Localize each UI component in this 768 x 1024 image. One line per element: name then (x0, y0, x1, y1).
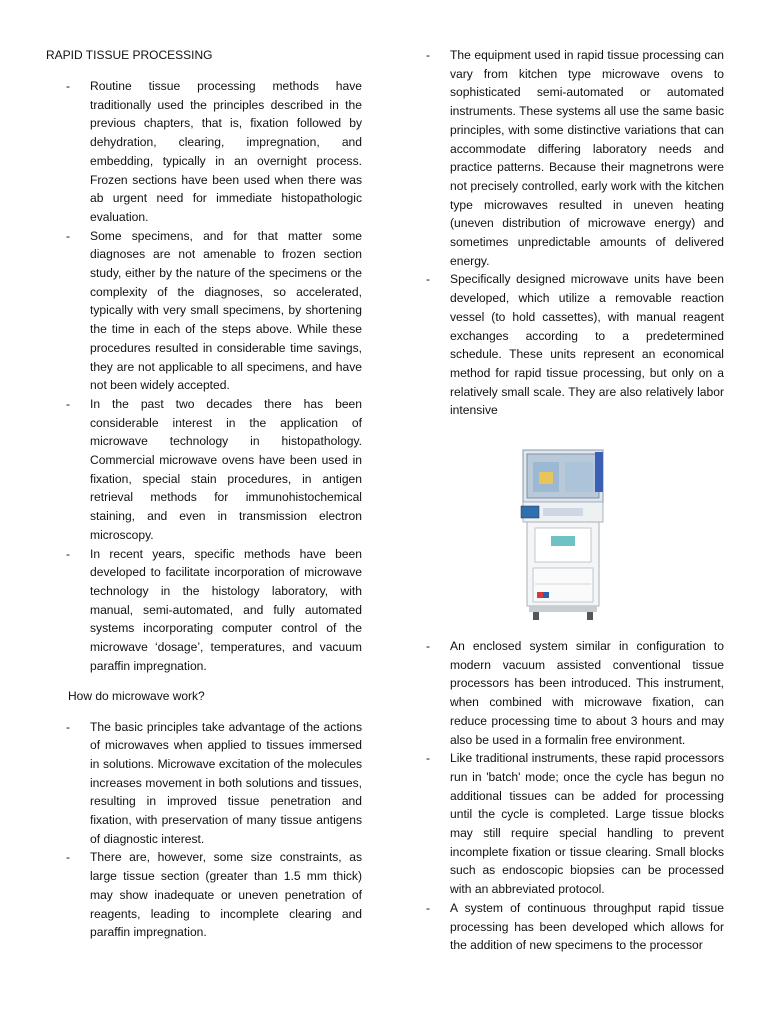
right-column-lower (426, 637, 724, 955)
list-item: - Specifically designed microwave units have been developed, which utilize a removable reaction vessel (to hold cassettes), with manual reagent exchanges according to a predetermined schedule. These units represent an economical method for rapid tissue processing, but only on a relatively small scale. They are also relatively labor intensive (426, 272, 724, 418)
right-column (426, 46, 724, 420)
microwave-bullet-list (46, 718, 362, 942)
list-item: - There are, however, some size constraints, as large tissue section (greater than 1.5 mm thick) may show inadequate or uneven penetration of reagents, leading to incomplete clearing and paraffin impregnation. (66, 850, 362, 940)
page-title: RAPID TISSUE PROCESSING (46, 48, 213, 62)
list-item: - A system of continuous throughput rapid tissue processing has been developed which allows for the addition of new specimens to the processor (426, 900, 724, 953)
list-item: - The basic principles take advantage of the actions of microwaves when applied to tissues immersed in solutions. Microwave excitation of the molecules increases movement in both solutions and tissues, resulting in improved tissue penetration and fixation, with preservation of many tissue antigens of diagnostic interest. (66, 719, 362, 846)
equipment-bullet-list (426, 46, 724, 420)
list-item: - Routine tissue processing methods have traditionally used the principles described in the previous chapters, that is, fixation followed by dehydration, clearing, impregnation, and embedding, typically in an overnight process. Frozen sections have been used when there was ab urgent need for immediate histopathologic evaluation. (66, 79, 362, 224)
list-item: - Like traditional instruments, these rapid processors run in 'batch' mode; once the cycle has begun no additional tissues can be added for processing until the cycle is completed. Large tissue blocks may still require special handling to prevent incomplete fixation or tissue clearing. Small blocks such as endoscopic biopsies can be processed with an abbreviated protocol. (426, 751, 724, 897)
left-column (46, 46, 362, 942)
section-subheading: How do microwave work? (68, 688, 205, 703)
list-item: - Some specimens, and for that matter some diagnoses are not amenable to frozen section study, either by the nature of the specimens or the complexity of the diagnoses, so accelerated, typically with very small specimens, by shortening the time in each of the steps above. While these procedures resulted in considerable time savings, they are not applicable to all specimens, and have not been widely accepted. (66, 228, 362, 393)
list-item: - In the past two decades there has been considerable interest in the application of microwave technology in histopathology. Commercial microwave ovens have been used in fixation, special stain procedures, in antigen retrieval methods for immunohistochemical staining, and even in transmission electron microscopy. (66, 396, 362, 542)
list-item: - An enclosed system similar in configuration to modern vacuum assisted conventional tissue processors has been introduced. This instrument, when combined with microwave fixation, can reduce processing time to about 3 hours and may also be used in a formalin free environment. (426, 639, 724, 747)
list-item: - In recent years, specific methods have been developed to facilitate incorporation of microwave technology in the histology laboratory, with manual, semi-automated, and fully automated systems incorporating computer control of the microwave ‘dosage’, temperatures, and vacuum paraffin impregnation. (66, 546, 362, 673)
list-item: - The equipment used in rapid tissue processing can vary from kitchen type microwave ovens to sophisticated semi-automated or automated instruments. These systems all use the same basic principles, with some distinctive variations that can accommodate differing laboratory needs and practice patterns. Because their magnetrons were not precisely controlled, early work with the kitchen type microwaves resulted in uneven heating (uneven distribution of microwave energy) and sometimes unpredictable amounts of delivered energy. (426, 48, 724, 268)
tissue-processor-image (513, 432, 613, 624)
enclosed-system-bullet-list (426, 637, 724, 955)
intro-bullet-list (46, 77, 362, 676)
